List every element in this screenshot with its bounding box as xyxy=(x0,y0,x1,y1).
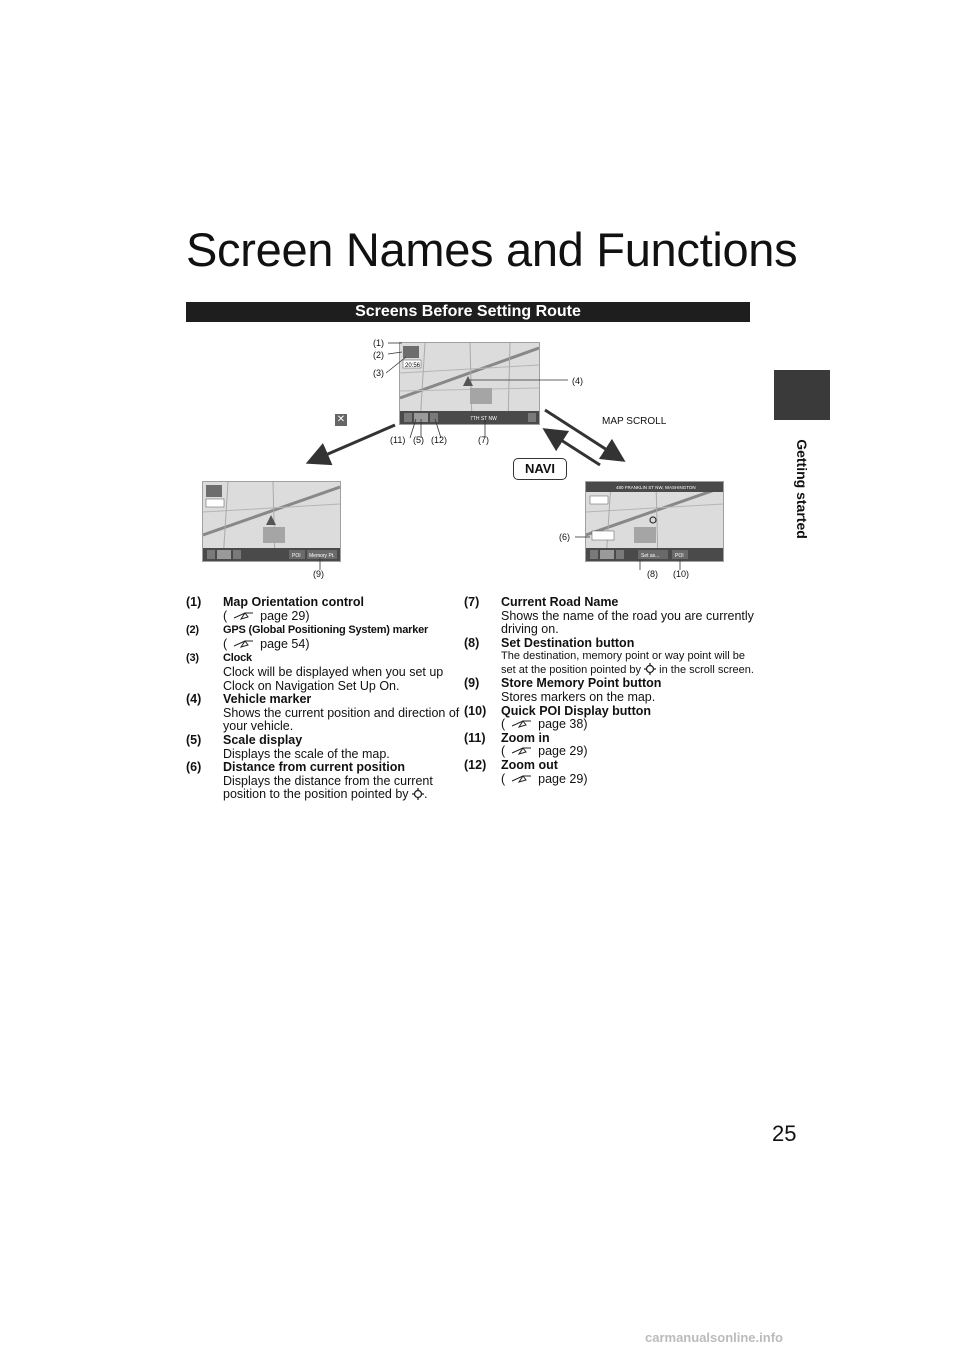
close-icon: ✕ xyxy=(336,414,346,425)
callout-4: (4) xyxy=(572,376,583,386)
callout-7: (7) xyxy=(478,435,489,445)
memory-map-screen xyxy=(202,481,341,562)
map-scroll-label: MAP SCROLL xyxy=(602,416,667,427)
set-destination-button: Set as... xyxy=(641,553,660,559)
callout-2: (2) xyxy=(373,350,384,360)
page-reference-icon xyxy=(231,638,257,649)
legend-item-7: (7) Current Road Name Shows the name of the road you are currently driving on. xyxy=(464,595,754,637)
flow-arrows xyxy=(300,405,640,485)
scroll-address: 480 FRANKLIN ST NW, WASHINGTON xyxy=(616,485,696,490)
memory-point-button: Memory Pt. xyxy=(309,553,335,559)
callout-3: (3) xyxy=(373,368,384,378)
legend-item-12: (12) Zoom out ( page 29) xyxy=(464,757,588,786)
legend-item-1: (1) Map Orientation control ( page 29) xyxy=(186,595,364,623)
legend-item-5: (5) Scale display Displays the scale of the map. xyxy=(186,732,390,761)
left-poi-button: POI xyxy=(292,553,301,559)
page-reference-icon xyxy=(509,745,535,756)
legend-item-9: (9) Store Memory Point button Stores markers on the map. xyxy=(464,676,662,704)
legend-item-2: (2) GPS (Global Positioning System) marker ( page 54) xyxy=(186,624,429,651)
callout-8: (8) xyxy=(647,569,658,579)
legend-item-6: (6) Distance from current position Displays the distance from the current position to the position pointed by . xyxy=(186,760,433,802)
callout-1: (1) xyxy=(373,338,384,348)
callout-12: (12) xyxy=(431,435,448,445)
callout-9: (9) xyxy=(313,569,324,579)
page-reference-icon xyxy=(231,610,257,621)
section-tab-marker xyxy=(774,370,830,420)
page-reference-icon xyxy=(509,773,535,784)
cross-pointer-icon xyxy=(644,663,656,675)
navi-button: NAVI xyxy=(513,458,567,480)
callout-6: (6) xyxy=(559,532,570,542)
page-reference-icon xyxy=(509,718,535,729)
callout-10: (10) xyxy=(673,569,690,579)
cross-pointer-icon xyxy=(412,788,424,800)
page-number: 25 xyxy=(772,1121,797,1146)
legend-item-10: (10) Quick POI Display button ( page 38) xyxy=(464,703,652,732)
main-clock: 20:56 xyxy=(405,363,421,369)
legend-item-11: (11) Zoom in ( page 29) xyxy=(464,730,588,759)
section-tab-label: Getting started xyxy=(794,439,810,539)
watermark: carmanualsonline.info xyxy=(645,1330,783,1345)
legend-item-3: (3) Clock Clock will be displayed when you set up Clock on Navigation Set Up On. xyxy=(186,652,444,693)
legend-item-4: (4) Vehicle marker Shows the current position and direction of your vehicle. xyxy=(186,692,460,734)
callout-11: (11) xyxy=(390,435,406,445)
legend-right-column xyxy=(464,596,754,786)
section-heading: Screens Before Setting Route xyxy=(186,302,750,322)
legend-left-column xyxy=(186,596,466,802)
main-road-name: 7TH ST NW xyxy=(470,416,497,422)
callout-5: (5) xyxy=(413,435,424,445)
right-poi-button: POI xyxy=(675,553,684,559)
page-title: Screen Names and Functions xyxy=(186,223,798,276)
legend-item-8: (8) Set Destination button The destination, memory point or way point will be set at the position pointed by in the scroll screen. xyxy=(464,635,754,677)
